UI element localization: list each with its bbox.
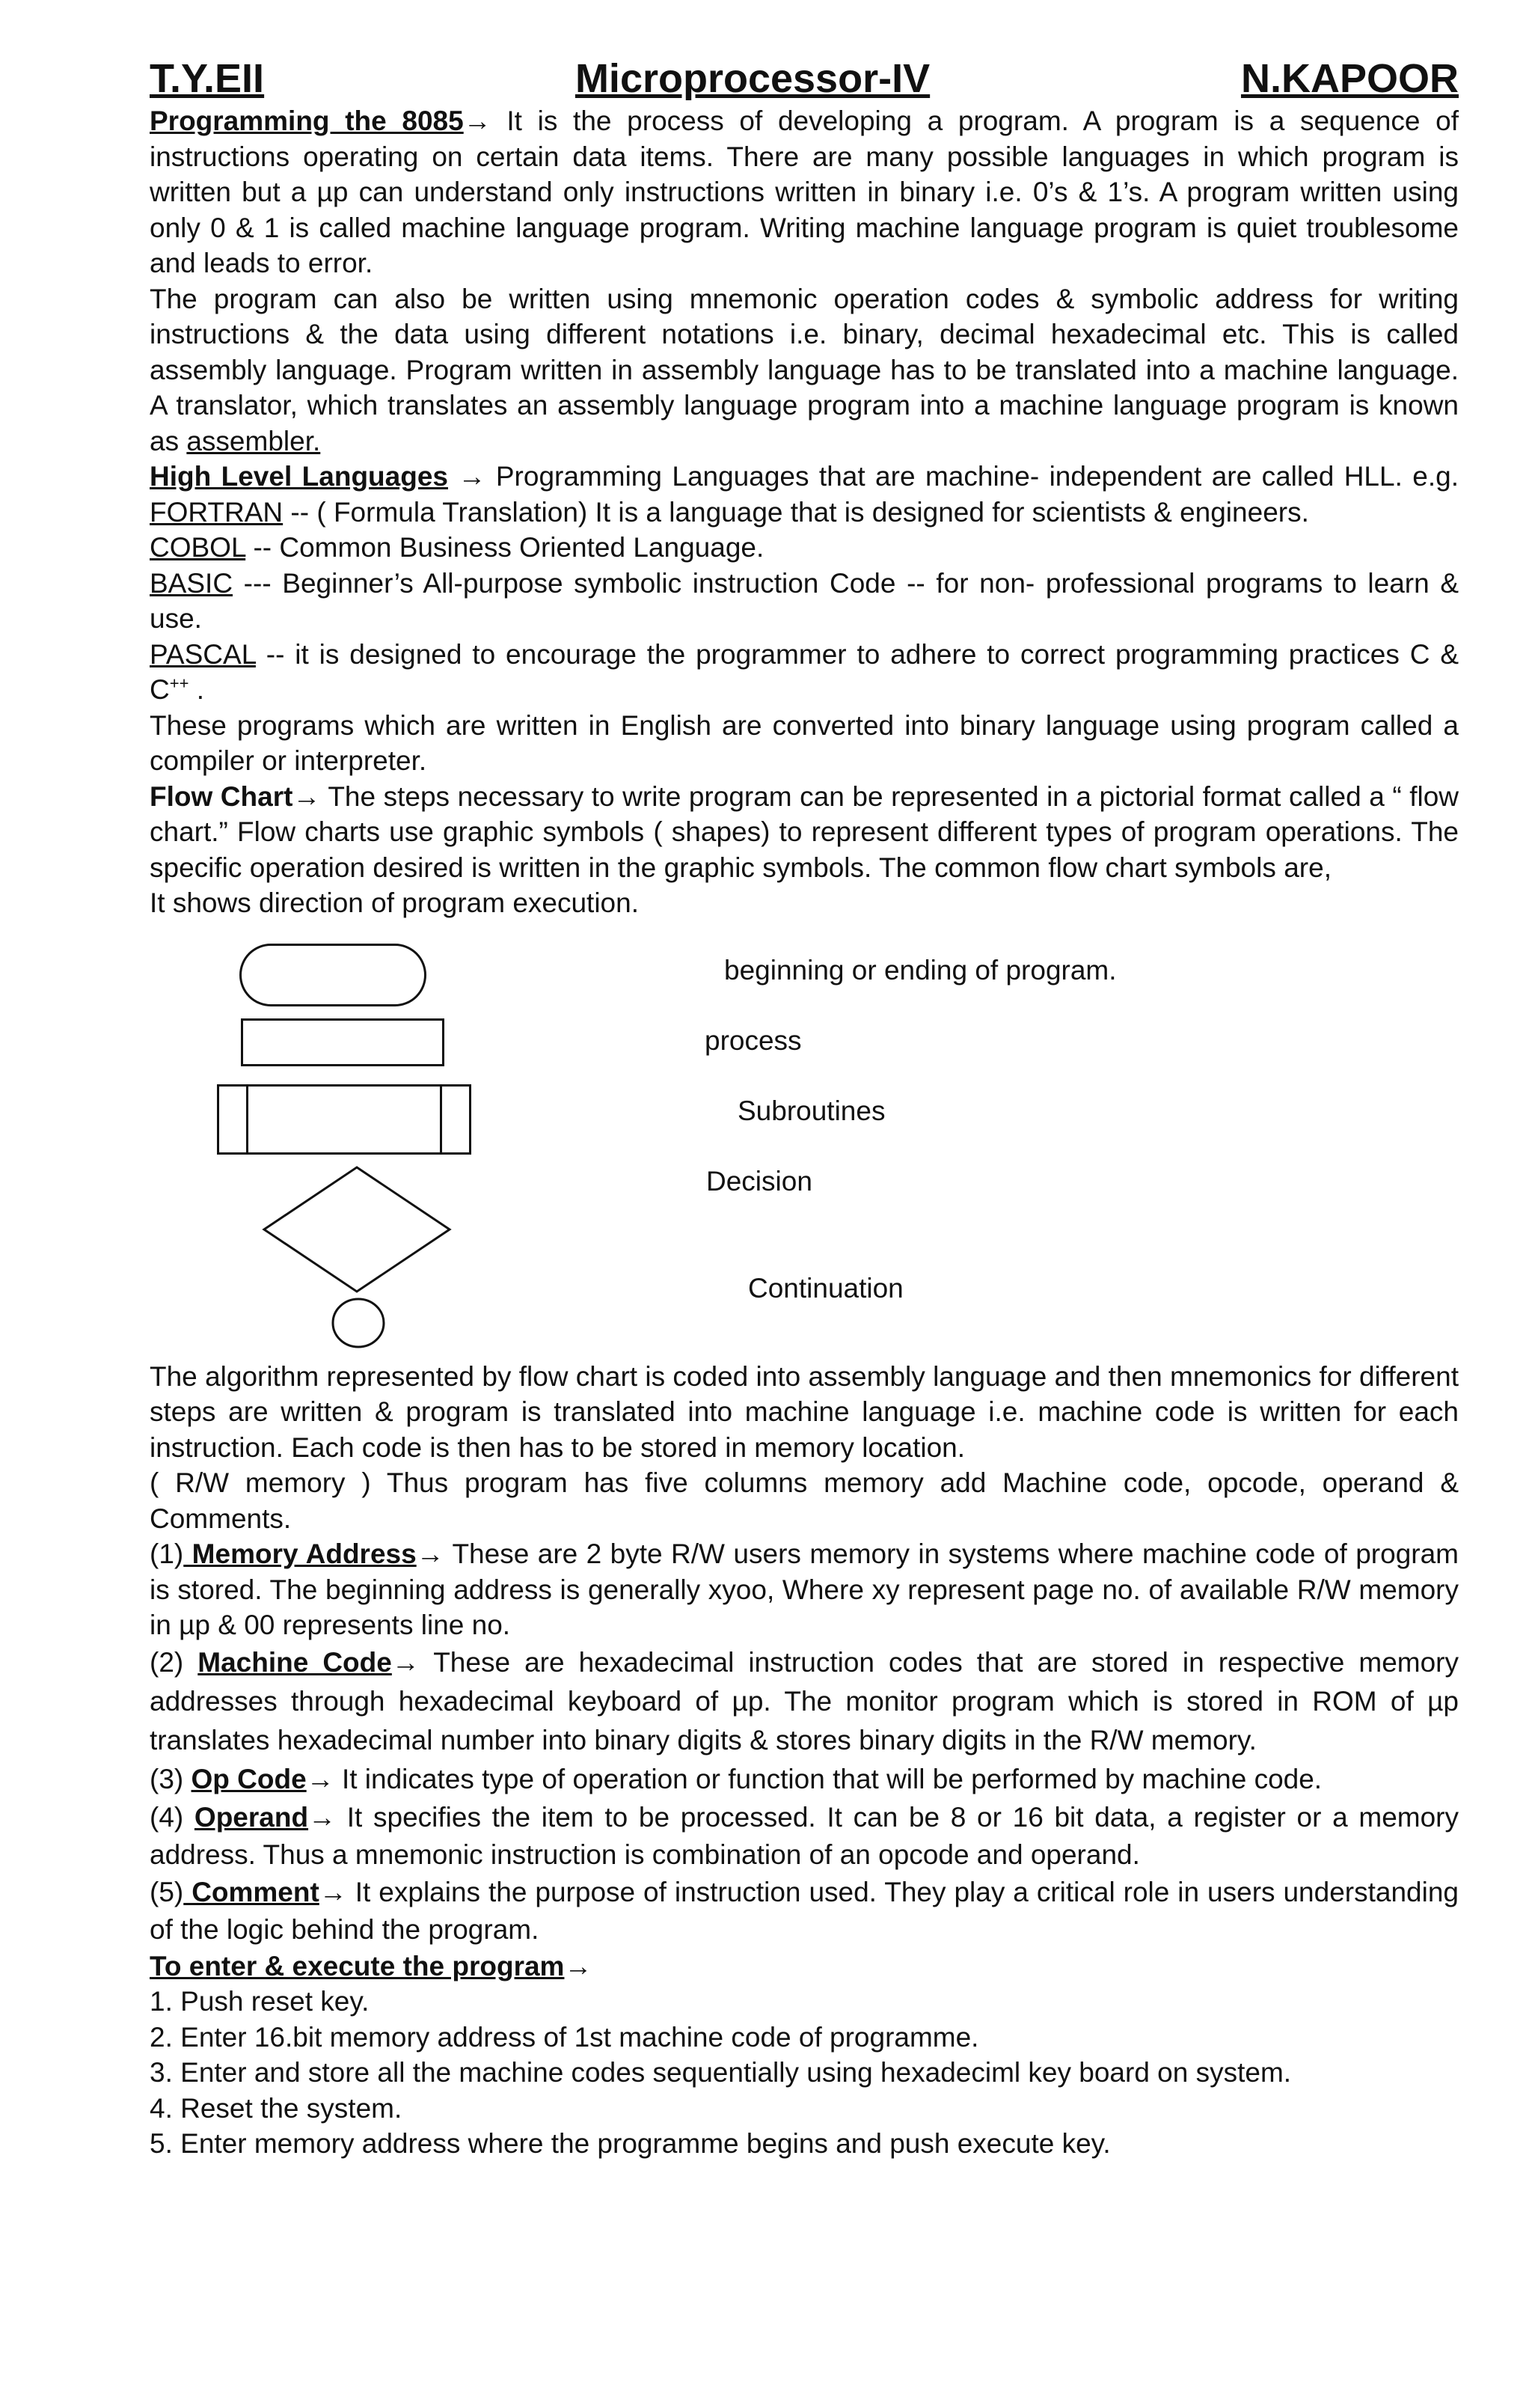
flowchart-symbols	[150, 936, 1459, 1351]
flowchart-heading: Flow Chart	[150, 780, 293, 812]
comment-text: It explains the purpose of instruction used. They play a critical role in users understanding of the logic behind the program.	[150, 1876, 1459, 1945]
programming-paragraph	[150, 103, 1459, 281]
author-name: N.KAPOOR	[1240, 56, 1459, 101]
execute-steps	[150, 1984, 1459, 2162]
hll-paragraph	[150, 459, 1459, 530]
compiler-text: These programs which are written in English are converted into binary language using program called a compiler or interpreter.	[150, 709, 1459, 776]
operand-paragraph	[150, 1799, 1459, 1874]
flowchart-text: The steps necessary to write program can be represented in a pictorial format called a “ flow chart.” Flow charts use graphic symbols ( shapes) to represent different types of program operations. The specific operation desired is written in the graphic symbols. The common flow chart symbols are,	[150, 780, 1459, 883]
column-number: (1)	[150, 1538, 184, 1569]
basic-desc: --- Beginner’s All-purpose symbolic instruction Code -- for non- professional programs to learn & use.	[150, 567, 1459, 634]
arrow-icon: →	[319, 1876, 347, 1907]
opcode-heading: Op Code	[191, 1763, 307, 1794]
arrow-icon: →	[306, 1763, 334, 1794]
machine-code-heading: Machine Code	[197, 1646, 392, 1678]
subject-title: Microprocessor-IV	[574, 56, 931, 101]
comment-heading: Comment	[183, 1876, 319, 1907]
algorithm-paragraph	[150, 1359, 1459, 1466]
assembler-term: assembler.	[186, 425, 321, 456]
hll-intro: Programming Languages that are machine- independent are called HLL. e.g.	[485, 461, 1459, 492]
decision-symbol-icon	[262, 1165, 452, 1294]
subroutine-symbol-icon	[217, 1084, 471, 1155]
cobol-paragraph	[150, 530, 1459, 566]
column-number: (2)	[150, 1646, 184, 1678]
connector-symbol-icon	[331, 1297, 386, 1349]
memory-address-text: These are 2 byte R/W users memory in systems where machine code of program is stored. The beginning address is generally xyoo, Where xy represent page no. of available R/W memory in µp & 00 represents line no.	[150, 1538, 1459, 1640]
terminal-symbol-icon	[239, 944, 426, 1006]
column-number: (5)	[150, 1876, 184, 1907]
machine-code-text: These are hexadecimal instruction codes that are stored in respective memory addresses through hexadecimal keyboard of µp. The monitor program which is stored in ROM of µp translates hexadecimal number into binary digits & stores binary digits in the R/W memory.	[150, 1646, 1459, 1755]
programming-text: It is the process of developing a program. A program is a sequence of instructions operating on certain data items. There are many possible languages in which program is written but a µp can understand only instructions written in binary i.e. 0’s & 1’s. A program written using only 0 & 1 is called machine language program. Writing machine language program is quiet troublesome and leads to error.	[150, 106, 1459, 278]
subroutine-label: Subroutines	[738, 1095, 886, 1126]
pascal-term: PASCAL	[150, 638, 256, 670]
columns-paragraph	[150, 1465, 1459, 1536]
column-number: (4)	[150, 1801, 184, 1833]
arrow-icon: →	[308, 1801, 337, 1833]
course-title: T.Y.EII	[150, 56, 265, 101]
opcode-text: It indicates type of operation or function that will be performed by machine code.	[334, 1763, 1323, 1794]
basic-paragraph	[150, 566, 1459, 637]
hll-heading: High Level Languages	[150, 461, 448, 492]
assembly-paragraph	[150, 281, 1459, 459]
algorithm-text: The algorithm represented by flow chart is coded into assembly language and then mnemonics for different steps are written & program is translated into machine language i.e. machine code is written for each instruction. Each code is then has to be stored in memory location.	[150, 1360, 1459, 1463]
cobol-term: COBOL	[150, 532, 246, 563]
arrow-icon: →	[458, 461, 486, 492]
list-item: 5. Enter memory address where the programme begins and push execute key.	[150, 2128, 1111, 2159]
process-symbol-icon	[241, 1018, 444, 1066]
column-number: (3)	[150, 1763, 184, 1794]
machine-code-paragraph	[150, 1643, 1459, 1760]
compiler-paragraph	[150, 708, 1459, 779]
fortran-term: FORTRAN	[150, 496, 284, 528]
list-item: 3. Enter and store all the machine codes sequentially using hexadeciml key board on system.	[150, 2057, 1292, 2088]
cobol-desc: -- Common Business Oriented Language.	[245, 532, 765, 563]
list-item: 1. Push reset key.	[150, 1986, 370, 2017]
flowchart-paragraph	[150, 779, 1459, 921]
decision-label: Decision	[706, 1165, 812, 1197]
memory-address-heading: Memory Address	[183, 1538, 417, 1569]
fortran-desc: -- ( Formula Translation) It is a language that is designed for scientists & engineers.	[283, 496, 1309, 528]
basic-term: BASIC	[150, 567, 233, 599]
process-label: process	[705, 1024, 802, 1056]
execute-heading-line	[150, 1949, 1459, 1984]
execute-heading: To enter & execute the program	[150, 1950, 565, 1981]
operand-heading: Operand	[194, 1801, 309, 1833]
operand-text: It specifies the item to be processed. It can be 8 or 16 bit data, a register or a memory address. Thus a mnemonic instruction is combination of an opcode and operand.	[150, 1801, 1459, 1870]
arrow-icon: →	[564, 1950, 592, 1981]
direction-text: It shows direction of program execution.	[150, 887, 639, 918]
arrow-icon: →	[416, 1538, 444, 1569]
connector-label: Continuation	[748, 1272, 904, 1304]
terminal-label: beginning or ending of program.	[724, 954, 1117, 985]
arrow-icon: →	[391, 1646, 420, 1678]
pascal-paragraph	[150, 637, 1459, 708]
memory-address-paragraph	[150, 1536, 1459, 1643]
pascal-end: .	[189, 674, 204, 705]
columns-text: ( R/W memory ) Thus program has five columns memory add Machine code, opcode, operand & Comments.	[150, 1467, 1459, 1534]
comment-paragraph	[150, 1874, 1459, 1949]
assembly-text: The program can also be written using mnemonic operation codes & symbolic address for writing instructions & the data using different notations i.e. binary, decimal hexadecimal etc. This is called assembly language. Program written in assembly language has to be translated into a machine language. A translator, which translates an assembly language program into a machine language program is known as	[150, 283, 1459, 456]
arrow-icon: →	[292, 780, 321, 812]
list-item: 4. Reset the system.	[150, 2092, 402, 2124]
list-item: 2. Enter 16.bit memory address of 1st machine code of programme.	[150, 2021, 979, 2053]
programming-heading: Programming the 8085	[150, 106, 464, 136]
document-page	[150, 52, 1459, 2162]
cpp-superscript: ++	[169, 673, 189, 693]
opcode-paragraph	[150, 1760, 1459, 1799]
page-header	[150, 52, 1459, 105]
pascal-desc: -- it is designed to encourage the programmer to adhere to correct programming practices C & C	[150, 638, 1459, 705]
arrow-icon: →	[463, 106, 491, 136]
